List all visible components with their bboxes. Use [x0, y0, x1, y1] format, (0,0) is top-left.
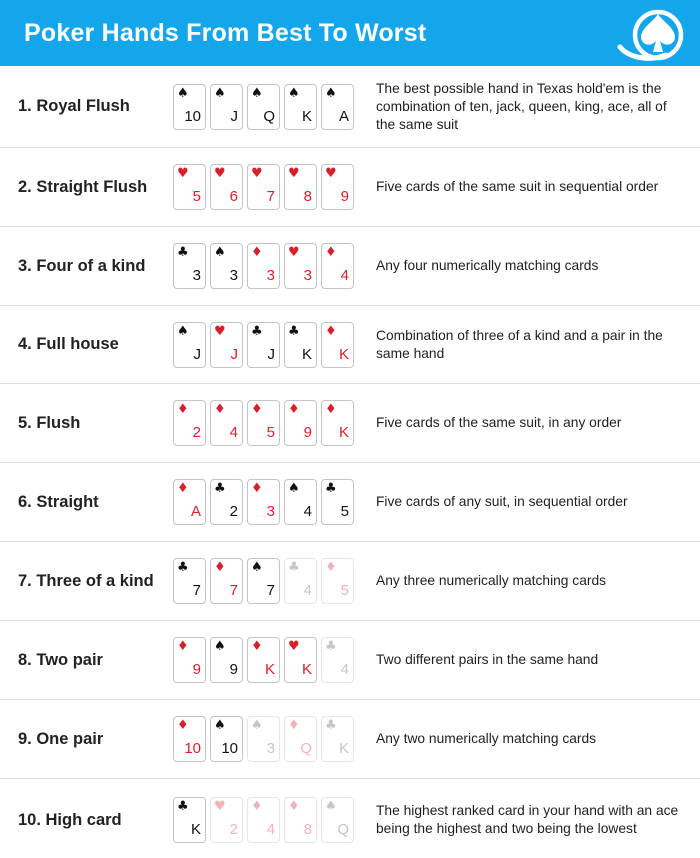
- playing-card: [173, 164, 206, 210]
- card-rank: 5: [340, 582, 349, 599]
- diamond-icon: ♦: [177, 402, 189, 417]
- card-rank: K: [301, 661, 312, 678]
- heart-icon: ♥: [325, 166, 337, 181]
- diamond-icon: ♦: [325, 402, 337, 417]
- diamond-icon: ♦: [251, 481, 263, 496]
- playing-card: [210, 322, 243, 368]
- card-rank: Q: [337, 821, 349, 838]
- card-group: [173, 400, 371, 446]
- spade-icon: ♠: [214, 718, 226, 733]
- playing-card: [284, 797, 317, 843]
- hand-name: 4. Full house: [18, 335, 119, 353]
- card-rank: 7: [266, 582, 275, 599]
- spade-icon: ♠: [325, 85, 337, 101]
- playing-card: [321, 400, 354, 446]
- card-rank: K: [338, 424, 349, 441]
- playing-card: [321, 479, 354, 525]
- playing-card: [210, 558, 243, 604]
- card-rank: 4: [340, 661, 349, 678]
- card-rank: 7: [229, 582, 238, 599]
- playing-card: [210, 400, 243, 446]
- hand-row: [0, 542, 700, 621]
- playing-card: [284, 400, 317, 446]
- diamond-icon: ♦: [251, 245, 263, 260]
- card-rank: A: [338, 107, 349, 125]
- card-group: [173, 243, 371, 289]
- playing-card: [321, 243, 354, 289]
- club-icon: ♣: [325, 481, 337, 496]
- page-title: Poker Hands From Best To Worst: [24, 18, 427, 47]
- playing-card: [173, 322, 206, 368]
- card-rank: 9: [192, 661, 201, 678]
- club-icon: ♣: [325, 639, 337, 654]
- diamond-icon: ♦: [177, 718, 189, 733]
- hand-name: 10. High card: [18, 810, 122, 829]
- card-group: [173, 322, 371, 368]
- playing-card: [321, 322, 354, 368]
- card-rank: K: [338, 345, 349, 363]
- diamond-icon: ♦: [251, 402, 263, 417]
- card-rank: 7: [192, 582, 201, 599]
- playing-card: [210, 797, 243, 843]
- hand-name: 8. Two pair: [18, 650, 103, 669]
- spade-icon: ♠: [251, 560, 263, 575]
- card-rank: J: [267, 345, 275, 363]
- diamond-icon: ♦: [214, 402, 226, 417]
- spade-icon: ♠: [288, 481, 300, 496]
- playing-card: [284, 637, 317, 683]
- hand-row: [0, 384, 700, 463]
- card-group: [173, 84, 371, 130]
- playing-card: [321, 164, 354, 210]
- card-rank: 3: [266, 267, 275, 284]
- card-rank: 2: [192, 424, 201, 441]
- club-icon: ♣: [177, 799, 189, 814]
- card-rank: 3: [303, 267, 312, 284]
- playing-card: [247, 716, 280, 762]
- playing-card: [247, 637, 280, 683]
- hand-name: 1. Royal Flush: [18, 97, 130, 115]
- hand-description: Five cards of any suit, in sequential order: [376, 494, 628, 509]
- card-rank: K: [301, 107, 312, 125]
- playing-card: [321, 637, 354, 683]
- playing-card: [247, 797, 280, 843]
- playing-card: [173, 637, 206, 683]
- card-rank: K: [190, 821, 201, 838]
- card-rank: 10: [184, 107, 201, 125]
- hand-rankings-list: [0, 66, 700, 858]
- card-rank: 3: [266, 503, 275, 520]
- playing-card: [321, 797, 354, 843]
- diamond-icon: ♦: [288, 799, 300, 814]
- spade-icon: ♠: [214, 245, 226, 260]
- hand-row: [0, 779, 700, 858]
- playing-card: [210, 637, 243, 683]
- hand-row: [0, 621, 700, 700]
- spade-logo-icon: [614, 1, 692, 65]
- playing-card: [284, 84, 317, 130]
- playing-card: [210, 479, 243, 525]
- card-group: [173, 716, 371, 762]
- playing-card: [247, 84, 280, 130]
- card-rank: K: [301, 345, 312, 363]
- playing-card: [173, 243, 206, 289]
- hand-row: [0, 463, 700, 542]
- hand-name: 7. Three of a kind: [18, 571, 154, 590]
- card-rank: J: [230, 107, 238, 125]
- playing-card: [284, 243, 317, 289]
- diamond-icon: ♦: [214, 560, 226, 575]
- card-group: [173, 797, 371, 843]
- card-rank: 6: [229, 188, 238, 205]
- card-rank: 5: [340, 503, 349, 520]
- card-rank: 9: [340, 188, 349, 205]
- card-rank: 3: [266, 740, 275, 757]
- diamond-icon: ♦: [177, 639, 189, 654]
- hand-row: [0, 227, 700, 306]
- card-rank: 4: [303, 503, 312, 520]
- club-icon: ♣: [288, 323, 300, 339]
- playing-card: [284, 164, 317, 210]
- card-rank: 5: [266, 424, 275, 441]
- heart-icon: ♥: [177, 166, 189, 181]
- hand-description: Two different pairs in the same hand: [376, 652, 599, 667]
- playing-card: [210, 164, 243, 210]
- card-rank: 9: [229, 661, 238, 678]
- playing-card: [247, 164, 280, 210]
- playing-card: [284, 558, 317, 604]
- spade-icon: ♠: [177, 85, 189, 101]
- playing-card: [247, 479, 280, 525]
- card-rank: 7: [266, 188, 275, 205]
- card-rank: 3: [192, 267, 201, 284]
- heart-icon: ♥: [288, 166, 300, 181]
- diamond-icon: ♦: [325, 245, 337, 260]
- club-icon: ♣: [214, 481, 226, 496]
- card-rank: 4: [303, 582, 312, 599]
- spade-icon: ♠: [214, 639, 226, 654]
- playing-card: [321, 84, 354, 130]
- playing-card: [173, 400, 206, 446]
- club-icon: ♣: [288, 560, 300, 575]
- playing-card: [173, 84, 206, 130]
- card-group: [173, 558, 371, 604]
- card-rank: 4: [340, 267, 349, 284]
- hand-row: [0, 66, 700, 148]
- hand-description: Combination of three of a kind and a pair in the same hand: [376, 327, 663, 361]
- playing-card: [321, 716, 354, 762]
- hand-description: Five cards of the same suit, in any order: [376, 415, 622, 430]
- card-rank: Q: [300, 740, 312, 757]
- diamond-icon: ♦: [177, 481, 189, 496]
- card-rank: 9: [303, 424, 312, 441]
- playing-card: [247, 558, 280, 604]
- card-rank: A: [190, 503, 201, 520]
- spade-icon: ♠: [214, 85, 226, 101]
- diamond-icon: ♦: [288, 718, 300, 733]
- playing-card: [247, 400, 280, 446]
- heart-icon: ♥: [214, 323, 226, 339]
- heart-icon: ♥: [288, 245, 300, 260]
- hand-name: 2. Straight Flush: [18, 177, 148, 196]
- club-icon: ♣: [177, 560, 189, 575]
- playing-card: [210, 716, 243, 762]
- hand-name: 5. Flush: [18, 413, 81, 432]
- header-bar: [0, 0, 700, 66]
- hand-row: [0, 700, 700, 779]
- hand-description: The highest ranked card in your hand with an ace being the highest and two being the lowest: [376, 803, 679, 836]
- playing-card: [173, 558, 206, 604]
- playing-card: [247, 243, 280, 289]
- hand-name: 3. Four of a kind: [18, 256, 146, 275]
- heart-icon: ♥: [214, 166, 226, 181]
- card-rank: 10: [221, 740, 238, 757]
- club-icon: ♣: [177, 245, 189, 260]
- playing-card: [321, 558, 354, 604]
- club-icon: ♣: [251, 323, 263, 339]
- club-icon: ♣: [325, 718, 337, 733]
- card-rank: 3: [229, 267, 238, 284]
- playing-card: [284, 716, 317, 762]
- hand-description: Five cards of the same suit in sequential order: [376, 179, 659, 194]
- hand-description: The best possible hand in Texas hold'em is the combination of ten, jack, queen, king, ace, all of the same suit: [376, 80, 667, 132]
- playing-card: [173, 716, 206, 762]
- card-rank: J: [193, 345, 201, 363]
- spade-icon: ♠: [325, 799, 337, 814]
- playing-card: [284, 479, 317, 525]
- card-rank: K: [338, 740, 349, 757]
- card-group: [173, 637, 371, 683]
- spade-icon: ♠: [251, 85, 263, 101]
- hand-description: Any four numerically matching cards: [376, 258, 599, 273]
- card-rank: K: [264, 661, 275, 678]
- playing-card: [284, 322, 317, 368]
- playing-card: [210, 84, 243, 130]
- diamond-icon: ♦: [251, 799, 263, 814]
- diamond-icon: ♦: [251, 639, 263, 654]
- hand-description: Any two numerically matching cards: [376, 731, 597, 746]
- playing-card: [210, 243, 243, 289]
- card-group: [173, 479, 371, 525]
- card-rank: 2: [229, 821, 238, 838]
- diamond-icon: ♦: [325, 560, 337, 575]
- heart-icon: ♥: [251, 166, 263, 181]
- spade-icon: ♠: [177, 323, 189, 339]
- diamond-icon: ♦: [325, 323, 337, 339]
- spade-icon: ♠: [251, 718, 263, 733]
- playing-card: [173, 797, 206, 843]
- hand-row: [0, 148, 700, 227]
- heart-icon: ♥: [214, 799, 226, 814]
- diamond-icon: ♦: [288, 402, 300, 417]
- card-rank: 4: [266, 821, 275, 838]
- playing-card: [173, 479, 206, 525]
- hand-description: Any three numerically matching cards: [376, 573, 607, 588]
- card-rank: 4: [229, 424, 238, 441]
- hand-name: 9. One pair: [18, 729, 104, 748]
- card-rank: 2: [229, 503, 238, 520]
- card-rank: 10: [184, 740, 201, 757]
- hand-row: [0, 306, 700, 384]
- heart-icon: ♥: [288, 639, 300, 654]
- card-rank: 5: [192, 188, 201, 205]
- card-rank: J: [230, 345, 238, 363]
- card-rank: 8: [303, 821, 312, 838]
- card-rank: 8: [303, 188, 312, 205]
- playing-card: [247, 322, 280, 368]
- hand-name: 6. Straight: [18, 492, 99, 511]
- card-rank: Q: [263, 107, 275, 125]
- spade-icon: ♠: [288, 85, 300, 101]
- card-group: [173, 164, 371, 210]
